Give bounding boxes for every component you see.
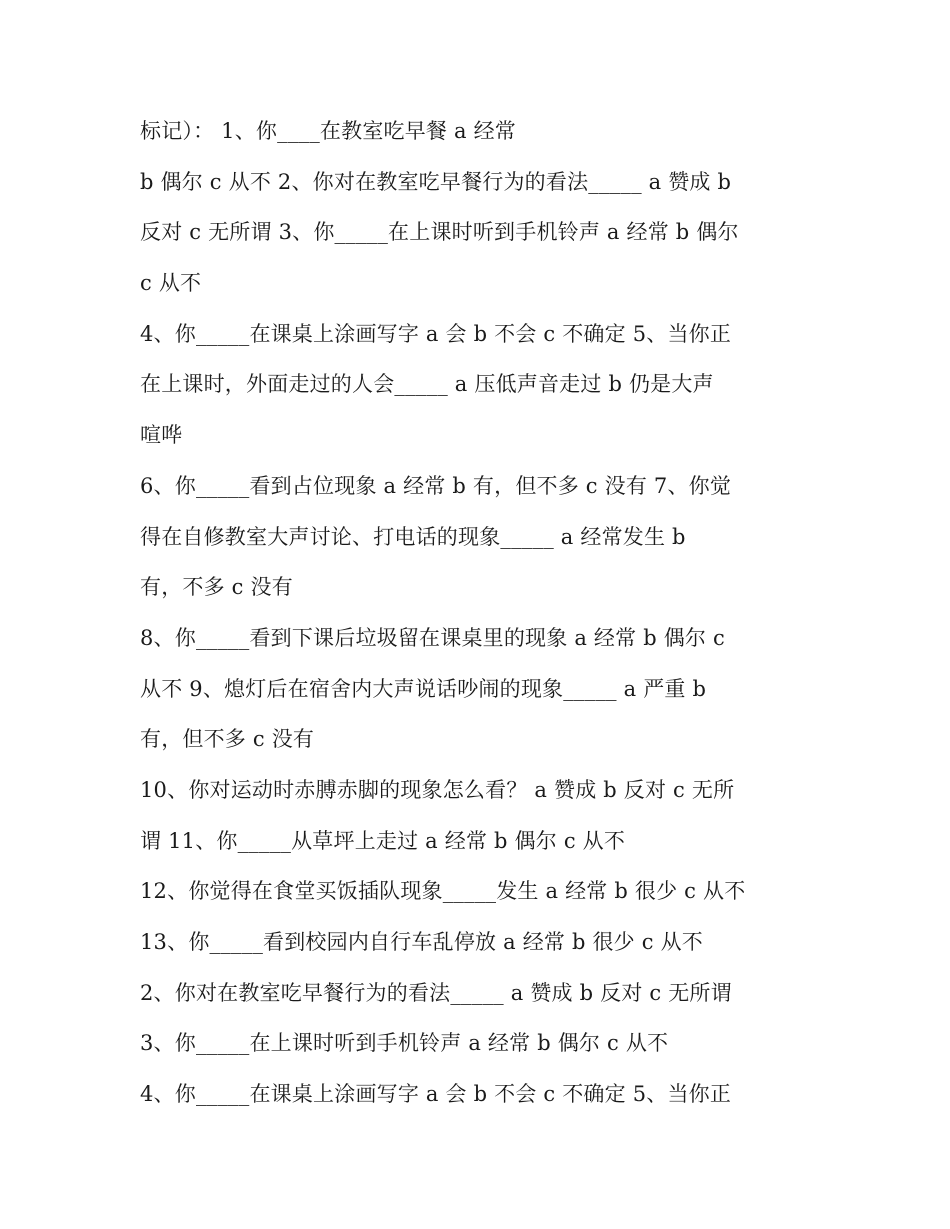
- text-line: 喧哗: [140, 423, 183, 448]
- text-line: 4、你_____在课桌上涂画写字 a 会 b 不会 c 不确定 5、当你正: [140, 321, 732, 346]
- text-line: 13、你_____看到校园内自行车乱停放 a 经常 b 很少 c 从不: [140, 930, 703, 954]
- text-line: 2、你对在教室吃早餐行为的看法_____ a 赞成 b 反对 c 无所谓: [140, 980, 732, 1005]
- text-line: 得在自修教室大声讨论、打电话的现象_____ a 经常发生 b: [140, 524, 686, 549]
- text-line: 4、你_____在课桌上涂画写字 a 会 b 不会 c 不确定 5、当你正: [140, 1082, 732, 1107]
- text-line: 谓 11、你_____从草坪上走过 a 经常 b 偶尔 c 从不: [140, 828, 626, 853]
- questionnaire-text: [140, 106, 820, 1120]
- text-line: c 从不: [140, 271, 202, 296]
- text-line: 3、你_____在上课时听到手机铃声 a 经常 b 偶尔 c 从不: [140, 1031, 669, 1056]
- text-line: 6、你_____看到占位现象 a 经常 b 有，但不多 c 没有 7、你觉: [140, 473, 732, 498]
- text-line: 10、你对运动时赤膊赤脚的现象怎么看？ a 赞成 b 反对 c 无所: [140, 777, 735, 802]
- text-line: 在上课时，外面走过的人会_____ a 压低声音走过 b 仍是大声: [140, 372, 714, 397]
- text-line: b 偶尔 c 从不 2、你对在教室吃早餐行为的看法_____ a 赞成 b: [140, 169, 732, 194]
- text-line: 标记）： 1、你____在教室吃早餐 a 经常: [140, 119, 517, 143]
- text-line: 反对 c 无所谓 3、你_____在上课时听到手机铃声 a 经常 b 偶尔: [140, 220, 739, 245]
- text-line: 8、你_____看到下课后垃圾留在课桌里的现象 a 经常 b 偶尔 c: [140, 625, 725, 650]
- text-line: 有，但不多 c 没有: [140, 727, 315, 752]
- text-line: 从不 9、熄灯后在宿舍内大声说话吵闹的现象_____ a 严重 b: [140, 676, 707, 701]
- text-line: 有，不多 c 没有: [140, 575, 293, 600]
- text-line: 12、你觉得在食堂买饭插队现象_____发生 a 经常 b 很少 c 从不: [140, 879, 746, 904]
